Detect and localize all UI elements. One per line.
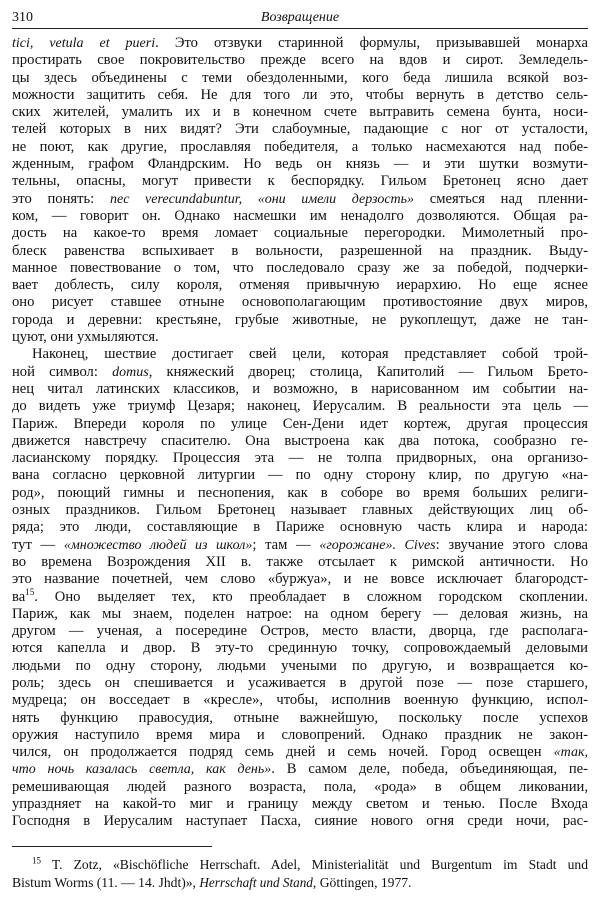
body-text — [12, 35, 588, 831]
text-segment: Париж, как мы знаем, поделен натрое: на одном берегу — деловая жизнь, на — [12, 605, 588, 622]
text-segment: род», поющий гимны и песнопения, как в соборе во время больших религи- — [12, 484, 588, 501]
text-segment: , княжеский дворец; столица, Капитолий — Гильом Брето- — [148, 363, 588, 380]
footnote-ref: 15 — [25, 586, 35, 597]
page-number: 310 — [12, 10, 33, 25]
text-segment: тельны, опасны, могут привести к беспорядку. Гильом Бретонец ясно дает — [12, 173, 588, 190]
text-segment: T. Zotz, «Bischöfliche Herrschaft. Adel, Ministerialität und Burgentum im Stadt und — [41, 857, 588, 872]
text-segment: Наконец, шествие достигает свей цели, которая представляет собой трой- — [32, 346, 588, 363]
text-line — [12, 329, 588, 346]
text-line — [12, 537, 588, 554]
italic-text: domus — [112, 364, 149, 380]
text-line — [12, 710, 588, 727]
text-segment: Bistum Worms (11. — 14. Jhdt)», — [12, 875, 200, 890]
text-line — [12, 727, 588, 744]
footnote-separator — [12, 846, 212, 847]
text-segment: жденным, графом Фландрским. Но ведь он князь — и эти шутки возмути- — [12, 156, 588, 173]
text-line — [12, 416, 588, 433]
text-segment: ласианскому порядку. Процессия эта — не толпа придворных, она организо- — [12, 450, 588, 467]
text-segment: простирать свое покровительство прежде всего на вдов и сирот. Земледель- — [12, 52, 588, 69]
text-segment: можности защитить себя. Не для того ли это, чтобы вернуть в детство сель- — [12, 86, 588, 103]
text-segment: города и деревни: крестьяне, грубые животные, не рукоплещут, даже не тан- — [12, 311, 588, 328]
text-segment: нять функцию правосудия, отныне важнейшую, поскольку после успехов — [12, 709, 588, 726]
text-line — [12, 761, 588, 778]
text-line — [12, 586, 588, 606]
text-segment: до видеть уже триумф Цезаря; наконец, Иерусалим. В реальности эта цель — — [12, 398, 588, 415]
text-segment: чился, он продолжается подряд семь дней и семь ночей. Город освещен — [12, 744, 554, 761]
text-line — [12, 623, 588, 640]
text-segment: . В самом деле, победа, объединяющая, пе- — [271, 761, 588, 778]
footnote-line — [12, 874, 588, 892]
text-line — [12, 139, 588, 156]
text-line — [12, 52, 588, 69]
text-segment: оружия наступило время мира и словопрений. Однако праздник не закон- — [12, 726, 588, 743]
text-line — [12, 398, 588, 415]
footnote-ref: 15 — [32, 855, 41, 866]
text-line — [12, 121, 588, 138]
text-line — [12, 796, 588, 813]
text-segment: нец читал латинских классиков, и возможно, в нарисованном им событии на- — [12, 380, 588, 397]
text-line — [12, 485, 588, 502]
text-line — [12, 658, 588, 675]
text-segment: упраздняет на какой-то миг и границу между светом и тенью. После Входа — [12, 796, 588, 813]
text-segment: дость на какое-то время ломает социальные перегородки. Мимолетный про- — [12, 225, 588, 242]
text-segment: вана согласно церковной литургии — по одну сторону клир, по другую «на- — [12, 467, 588, 484]
text-line — [12, 675, 588, 692]
text-line — [12, 312, 588, 329]
text-segment: мудреца; он восседает в «кресле», чтобы, исполнив военную функцию, испол- — [12, 692, 588, 709]
text-segment: озных праздников. Гильом Бретонец называет главных действующих лиц об- — [12, 502, 588, 519]
text-segment: ремешивающая людей разного возраста, пола, «рода» в общем ликовании, — [12, 778, 588, 795]
footnotes — [12, 856, 588, 892]
text-segment: цы здесь объединены с теми обездоленными, кого беда лишила всякой воз- — [12, 69, 588, 86]
text-segment: это название почетней, чем слово «буржуа», и не вовсе исключает благородст- — [12, 571, 588, 588]
text-line — [12, 35, 588, 52]
text-line — [12, 346, 588, 363]
text-line — [12, 450, 588, 467]
running-title: Возвращение — [260, 10, 340, 25]
text-segment: людьми по одну сторону, людьми учеными по другую, и возвращается ко- — [12, 657, 588, 674]
text-line — [12, 433, 588, 450]
italic-text: что ночь казалась светла, как день» — [12, 762, 272, 778]
text-line — [12, 606, 588, 623]
text-line — [12, 173, 588, 190]
footnote-line — [12, 856, 588, 874]
italic-text: «так, — [553, 745, 588, 761]
italic-text: nec verecundabuntur, «они имели дерзость» — [109, 191, 415, 207]
text-segment: . Оно выделяет тех, кто преобладает в сложном городском скоплении. — [34, 588, 588, 605]
text-line — [12, 779, 588, 796]
text-line — [12, 156, 588, 173]
text-segment: это понять: — [12, 190, 110, 207]
text-segment: оно рисует ставшее отныне основополагающим противостояние двух миров, — [12, 294, 588, 311]
text-line — [12, 554, 588, 571]
text-segment: другом — ученая, а посередине Остров, место власти, дворца, где располага- — [12, 623, 588, 640]
text-line — [12, 519, 588, 536]
text-line — [12, 70, 588, 87]
text-line — [12, 571, 588, 588]
text-line — [12, 260, 588, 277]
text-line — [12, 502, 588, 519]
text-segment: Господня в Иерусалим наступает Пасха, сияние нового огня среди ночи, рас- — [12, 813, 588, 830]
text-line — [12, 467, 588, 484]
text-segment: , Göttingen, 1977. — [312, 875, 412, 890]
italic-text: Herrschaft und Stand — [199, 875, 313, 890]
text-line — [12, 364, 588, 381]
text-segment: роль; здесь он спешивается и усаживается в другой позе — позе старшего, — [12, 674, 588, 691]
text-segment: . Это отзвуки старинной формулы, призывавшей монарха — [155, 35, 589, 51]
text-segment: ских жителей, умалить их и в конечном счете вытравить семена бунта, носи- — [12, 104, 588, 121]
running-header — [12, 6, 588, 29]
text-segment: ва — [12, 588, 26, 605]
text-segment: ряда; это люди, составляющие в Париже основную часть клира и народа: — [12, 519, 588, 536]
text-line — [12, 813, 588, 830]
text-line — [12, 640, 588, 657]
text-line — [12, 208, 588, 225]
text-line — [12, 243, 588, 260]
text-line — [12, 744, 588, 761]
text-segment: смеяться над пленни- — [414, 190, 588, 207]
text-segment: Париж. Впереди короля по улице Сен-Дени идет кортеж, другая процессия — [12, 415, 588, 432]
text-line — [12, 294, 588, 311]
text-segment: ком, — говорит он. Однако насмешки им ненадолго дозволяются. Общая ра- — [12, 207, 588, 224]
text-line — [12, 381, 588, 398]
text-segment: : звучание этого слова — [435, 536, 589, 553]
text-segment: ; там — — [252, 536, 320, 553]
text-segment: блеск равенства вспыхивает в вольности, разрешенной на праздник. Выду- — [12, 242, 588, 259]
text-line — [12, 87, 588, 104]
italic-text: tici, vetula et pueri — [12, 36, 156, 51]
text-segment: телей которых в них видят? Эти слабоумные, падающие с ног от усталости, — [12, 121, 588, 138]
text-segment: тут — — [12, 536, 64, 553]
text-segment: вает доблесть, силу короля, отменяя привычную иерархию. Но еще яснее — [12, 277, 588, 294]
text-segment: не поют, как другие, прославляя победителя, а только насмехаются над побе- — [12, 138, 588, 155]
text-segment: ются капелла и двор. В эту-то срединную точку, сопровождаемый деловыми — [12, 640, 588, 657]
text-line — [12, 104, 588, 121]
italic-text: «множество людей из школ» — [63, 537, 253, 553]
text-line — [12, 692, 588, 709]
text-segment: ной символ: — [12, 363, 113, 380]
text-segment: во времена Возрождения XII в. также отсылает к римской античности. Но — [12, 553, 588, 570]
text-line — [12, 277, 588, 294]
text-line — [12, 191, 588, 208]
text-segment: манное повествование о том, что последовало сразу же за победой, подчерки- — [12, 259, 588, 276]
text-line — [12, 225, 588, 242]
text-segment: цуют, они ухмыляются. — [12, 329, 159, 346]
italic-text: «горожане». Cives — [319, 537, 436, 553]
text-segment: движется навстречу спасителю. Она выстроена как два потока, сообразно ге- — [12, 432, 588, 449]
